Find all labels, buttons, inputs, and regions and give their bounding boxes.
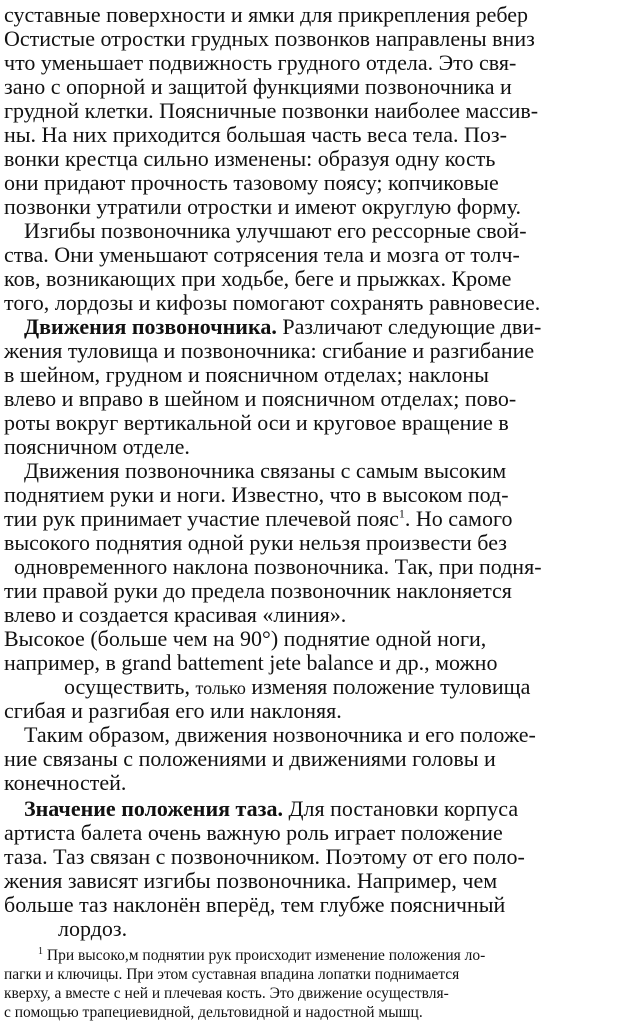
text-line: поясничном отделе. [4, 434, 190, 459]
text-line: они придают прочность тазовому поясу; копчиковые [4, 170, 499, 195]
text-line: вонки крестца сильно изменены: образуя одну кость [4, 146, 496, 171]
footnote-line [38, 946, 485, 965]
text-line: Изгибы позвоночника улучшают его рессорные свой- [24, 218, 527, 243]
arm-line-text: тии рук принимает участие плечевой пояс [4, 506, 399, 531]
text-line: ства. Они уменьшают сотрясения тела и мозга от толч- [4, 242, 520, 267]
footnote-line: пагки и ключицы. При этом суставная впадина лопатки поднимается [4, 966, 460, 983]
text-line: влево и создается красивая «линия». [4, 602, 347, 627]
pelvis-heading: Значение положения таза. [24, 796, 283, 821]
text-line: тии правой руки до предела позвоночник наклоняется [4, 578, 512, 603]
text-line: артиста балета очень важную роль играет положение [4, 820, 503, 845]
leg-line-c: изменяя положение туловища [245, 674, 531, 699]
movements-rest: Различают следующие дви- [276, 314, 542, 339]
text-line: роты вокруг вертикальной оси и круговое вращение в [4, 410, 509, 435]
footnote-mark: 1 [38, 945, 43, 957]
text-line: Таким образом, движения нозвоночника и его положе- [24, 722, 536, 747]
text-line: высокого поднятия одной руки нельзя произвести без [4, 530, 507, 555]
text-line: жения зависят изгибы позвоночника. Например, чем [4, 868, 498, 893]
leg-line [64, 674, 530, 701]
arm-line [4, 506, 512, 532]
text-line: в шейном, грудном и поясничном отделах; наклоны [4, 362, 489, 387]
text-line: поднятием руки и ноги. Известно, что в высоком под- [4, 482, 509, 507]
footnote-first: При высоко,м поднятии рук происходит изменение положения ло- [43, 947, 486, 964]
text-line: конечностей. [4, 770, 127, 795]
leg-line-only: только [195, 678, 246, 698]
pelvis-line [24, 796, 518, 822]
text-line: что уменьшает подвижность грудного отдела. Это свя- [4, 50, 517, 75]
movements-line [24, 314, 541, 340]
movements-heading: Движения позвоночника. [24, 314, 277, 339]
text-line: позвонки утратили отростки и имеют округлую форму. [4, 194, 521, 219]
text-line: например, в grand battement jete balance и др., можно [4, 650, 498, 675]
arm-line-rest: . Но самого [404, 506, 513, 531]
text-line: ков, возникающих при ходьбе, беге и прыжках. Кроме [4, 266, 512, 291]
pelvis-rest: Для постановки корпуса [282, 796, 519, 821]
text-line: таза. Таз связан с позвоночником. Поэтому от его поло- [4, 844, 525, 869]
text-line: одновременного наклона позвоночника. Так, при подня- [14, 554, 542, 579]
footnote-line: кверху, а вместе с ней и плечевая кость. Это движение осуществля- [4, 985, 449, 1002]
text-line: того, лордозы и кифозы помогают сохранять равновесие. [4, 290, 541, 315]
text-line: Высокое (больше чем на 90°) поднятие одной ноги, [4, 626, 487, 651]
text-line: Движения позвоночника связаны с самым высоким [24, 458, 507, 483]
footnote-ref: 1 [398, 506, 405, 521]
text-line: влево и вправо в шейном и поясничном отделах; пово- [4, 386, 517, 411]
text-line: жения туловища и позвоночника: сгибание и разгибание [4, 338, 535, 363]
text-line: лордоз. [58, 916, 128, 941]
text-line: зано с опорной и защитой функциями позвоночника и [4, 74, 512, 99]
text-line: Остистые отростки грудных позвонков направлены вниз [4, 26, 535, 51]
text-line: сгибая и разгибая его или наклоняя. [4, 698, 342, 723]
footnote-line: с помощью трапециевидной, дельтовидной и надостной мышц. [4, 1004, 423, 1021]
text-line: суставные поверхности и ямки для прикрепления ребер [4, 2, 529, 27]
text-line: грудной клетки. Поясничные позвонки наиболее массив- [4, 98, 539, 123]
text-line: ны. На них приходится большая часть веса тела. Поз- [4, 122, 507, 147]
leg-line-a: осуществить, [64, 674, 196, 699]
text-line: ние связаны с положениями и движениями головы и [4, 746, 496, 771]
text-line: больше таз наклонён вперёд, тем глубже поясничный [4, 892, 506, 917]
